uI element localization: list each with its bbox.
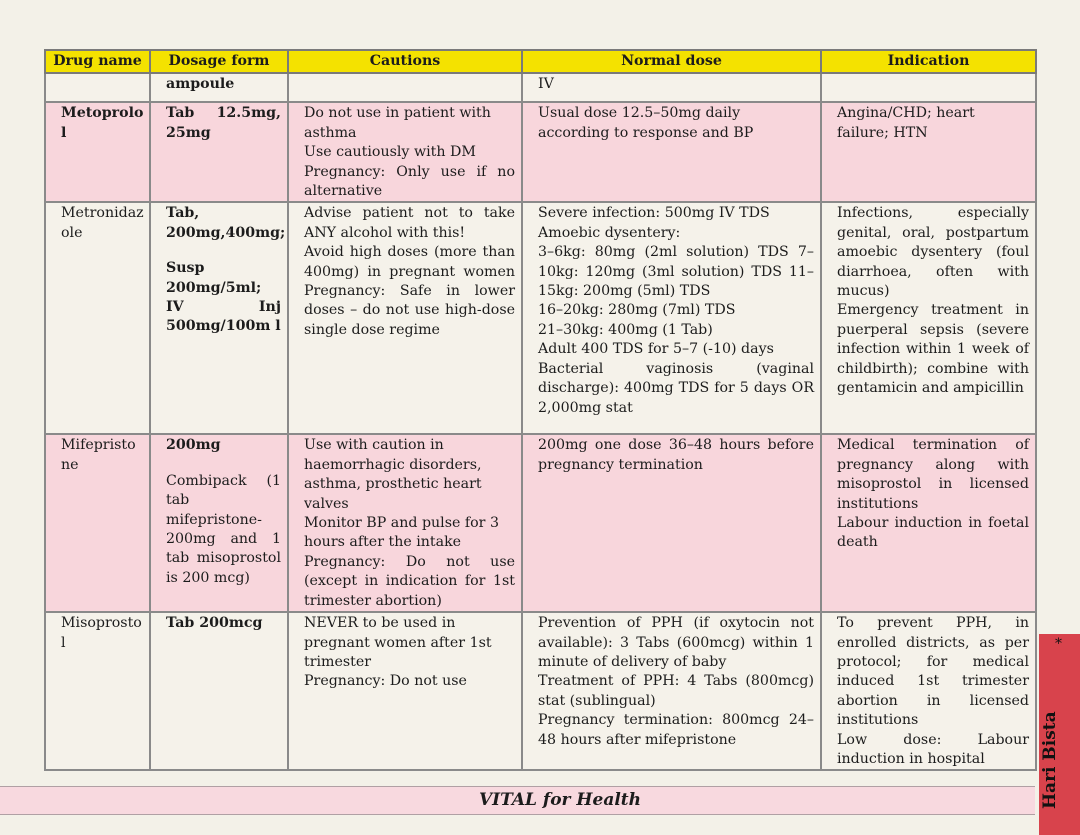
cell-indication (821, 73, 1036, 102)
cell-normal-dose (522, 202, 821, 434)
cell-drug-name: Misoprosto l (45, 612, 150, 770)
cell-normal-dose: 200mg one dose 36–48 hours before pregnancy termination (522, 434, 821, 612)
cell-cautions (288, 73, 522, 102)
header-cautions: Cautions (288, 50, 522, 73)
dosage-line: 200mg (166, 437, 221, 454)
cell-normal-dose (522, 612, 821, 770)
cell-dosage-form: Tab 12.5mg, 25mg (150, 102, 288, 202)
table-row-metronidazole (45, 202, 1036, 434)
header-dosage-form: Dosage form (150, 50, 288, 73)
table-row-misoprostol (45, 612, 1036, 770)
cell-drug-name: Metronidaz ole (45, 202, 150, 434)
cell-indication: Angina/CHD; heart failure; HTN (821, 102, 1036, 202)
dosage-line: Combipack (1 tab mifepristone-200mg and 1 tab misoprostol is 200 mcg) (166, 472, 281, 586)
cautions-line: Advise patient not to take ANY alcohol with this! (304, 205, 515, 241)
indication-line: Low dose: Labour induction in hospital (837, 731, 1029, 767)
cell-normal-dose: Usual dose 12.5–50mg daily according to response and BP (522, 102, 821, 202)
cautions-line: Pregnancy: Do not use (304, 673, 467, 690)
cell-cautions (288, 202, 522, 434)
cell-drug-name: Mifepristo ne (45, 434, 150, 612)
cell-dosage-form: ampoule (150, 73, 288, 102)
dose-line: Pregnancy termination: 800mcg 24–48 hours after mifepristone (538, 712, 814, 748)
indication-line: To prevent PPH, in enrolled districts, as per protocol; for medical induced 1st trimester abortion in licensed institutions (837, 615, 1029, 729)
side-tab-author: Hari Bista (1040, 711, 1060, 809)
cell-indication (821, 612, 1036, 770)
dose-line: Severe infection: 500mg IV TDS (538, 205, 770, 222)
cell-drug-name: Metoprolo l (45, 102, 150, 202)
cell-indication (821, 434, 1036, 612)
cautions-line: NEVER to be used in pregnant women after 1st trimester (304, 615, 492, 670)
table-row-mifepristone (45, 434, 1036, 612)
cautions-line: Use with caution in haemorrhagic disorders, asthma, prosthetic heart valves (304, 437, 482, 512)
cell-cautions (288, 102, 522, 202)
header-row (45, 50, 1036, 73)
indication-line: Infections, especially genital, oral, postpartum amoebic dysentery (foul diarrhoea, often with mucus) (837, 205, 1029, 300)
indication-line: Labour induction in foetal death (837, 515, 1029, 551)
cautions-line: Use cautiously with DM (304, 144, 476, 161)
cell-dosage-form (150, 434, 288, 612)
side-tab-star-icon: * (1055, 636, 1062, 652)
dose-line: 3–6kg: 80mg (2ml solution) TDS 7–10kg: 120mg (3ml solution) TDS 11–15kg: 200mg (5ml) TDS (538, 244, 814, 300)
dose-line: Bacterial vaginosis (vaginal discharge): 400mg TDS for 5 days OR 2,000mg stat (538, 360, 814, 416)
cell-cautions (288, 612, 522, 770)
dose-line: 21–30kg: 400mg (1 Tab) (538, 321, 713, 338)
indication-line: Medical termination of pregnancy along with misoprostol in licensed institutions (837, 437, 1029, 512)
cautions-line: Pregnancy: Do not use (except in indication for 1st trimester abortion) (304, 553, 515, 609)
dose-line: 16–20kg: 280mg (7ml) TDS (538, 302, 736, 319)
indication-line: Emergency treatment in puerperal sepsis (severe infection within 1 week of childbirth); combine with gentamicin and ampicillin (837, 302, 1029, 397)
cell-dosage-form: Tab 200mcg (150, 612, 288, 770)
cell-normal-dose: IV (522, 73, 821, 102)
dose-line: Amoebic dysentery: (538, 224, 681, 241)
continuation-row (45, 73, 1036, 102)
table-row-metoprolol (45, 102, 1036, 202)
dose-line: Treatment of PPH: 4 Tabs (800mcg) stat (sublingual) (538, 673, 814, 709)
drug-table (44, 49, 1037, 771)
footer-title: VITAL for Health (478, 790, 641, 810)
dose-line: Adult 400 TDS for 5–7 (-10) days (538, 341, 774, 358)
cautions-line: Monitor BP and pulse for 3 hours after the intake (304, 515, 500, 551)
cautions-line: Pregnancy: Only use if no alternative (304, 163, 515, 200)
dosage-line: Tab, 200mg,400mg; (166, 205, 286, 241)
cell-indication (821, 202, 1036, 434)
dosage-line: Susp 200mg/5ml; (166, 260, 262, 296)
header-normal-dose: Normal dose (522, 50, 821, 73)
dosage-line: IV Inj 500mg/100m l (166, 299, 281, 335)
header-drug-name: Drug name (45, 50, 150, 73)
cell-drug-name (45, 73, 150, 102)
header-indication: Indication (821, 50, 1036, 73)
cell-cautions (288, 434, 522, 612)
cell-dosage-form (150, 202, 288, 434)
cautions-line: Do not use in patient with asthma (304, 105, 491, 141)
dose-line: Prevention of PPH (if oxytocin not available): 3 Tabs (600mcg) within 1 minute of delivery of baby (538, 615, 814, 670)
cautions-line: Avoid high doses (more than 400mg) in pregnant women Pregnancy: Safe in lower doses – do not use high-dose single dose regime (304, 244, 515, 338)
